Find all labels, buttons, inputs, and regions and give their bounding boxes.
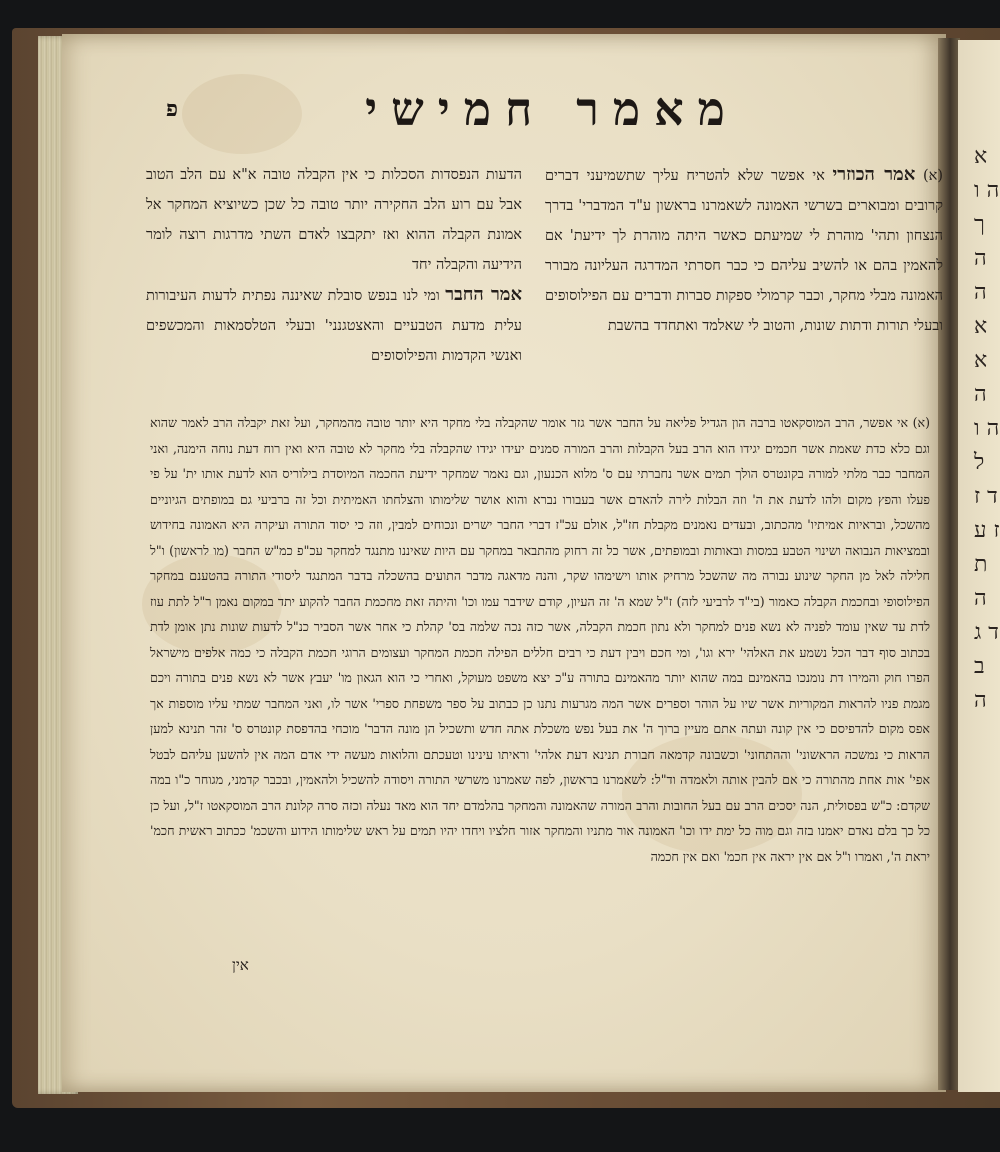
speaker-label: אמר החבר (445, 284, 523, 305)
speaker-label: אמר הכוזרי (832, 164, 916, 185)
page-number: פ (166, 96, 178, 122)
main-text-right-column (545, 160, 943, 341)
main-text-paragraph: אי אפשר שלא להטריח עליך שתשמיעני דברים קרובים ומבוארים בשרשי האמונה לשאמרנו בראשון ע"ד המדברי' בדרך הנצחון ותהי' מוהרת לי שמיעתם כאשר היתה מוהרת לך ידיעת' אם להאמין בהם או להשיב עליהם כי כבר חסרתי המדרגה העליונה מבורר האמונה מבלי מחקר, וכבר קרמולי ספקות סברות ודברים עם הפילוסופים ובעלי תורות ודתות שונות, והטוב לי שאלמד ואתחדד בהשבת (544, 168, 943, 334)
commentary-marker: (א) (912, 415, 930, 430)
catchword: אין (232, 956, 249, 974)
main-text-paragraph: הדעות הנפסדות הסכלות כי אין הקבלה טובה א"א עם הלב הטוב אבל עם רוע הלב החקירה יותר טובה כל שכן כשיוציא המחקר אל אמונת הקבלה ההוא ואז יתקבצו לאדם השתי מדרגות רוצה לומר הידיעה והקבלה יחד (146, 167, 522, 273)
commentary-paragraph: אי אפשר, הרב המוסקאטו ברבה הון הגדיל פליאה על החבר אשר גזר אומר שהקבלה בלי מחקר היא יותר טובה מהמחקר, ועל זאת יקבלה הרב לאמר שהוא וגם כלא כדת שאמת אשר חכמים יגידו הוא הרב בעל הקבלות והרב המורה סמנים יעידו יגידו שהקבלה בלי מחקר לא טובה היא ואין רוח דעת נוחה הימנה, ואני המחבר כבר מלתי למורה בקונטרס הולך תמים אשר נחברתי עם ס' מלוא הכנעון, וגם נאמר שמחקר ידיעת החכמה המיוסדת בילוריס הוא לדעת אותו ית' על פי פעלו והפץ מקום ולהו לדעת את ה' וזה הבלות לירה להאדם אשר בעבורו נברא והוא אושר שלימותו והצלחתו האמיתית וכל זה ברביעי גם במופתים הגיוניים מהשכל, ובראיות אמיתיו' מהכתוב, ובעדים נאמנים מקבלת חז"ל, אולם עכ"ז דברי החבר ישרים ונכוחים למבין, וזה כי יסוד התורה ועיקרה היא האמונה בחידוש ובמציאות הנבואה ושינוי הטבע במסות ובאותות ובמופתים, אשר כל זה רחוק מהתבאר במחקר עם היות שאיננו מתנגד למחקר עכ"פ כמ"ש החבר (מו לראשון) ו"ל חלילה לאל מן החקר שינוע נבורה מה שהשכל מרחיק אותו וישימהו שקר, והנה מדאגה מדבר התועים בהשכלה בדבר המתנגד ליסודי התורה בהטענם במחקר הפילוסופי ובחכמת הקבלה כאמור (בי"ד לרביעי לזה) ז"ל שמא ה' זה העיון, קודם שידבר עמו וכו' והיתה זאת מחכמת החבר להקוע יתד במקום נאמן ר"ל לתת עוז לדת עד שאין עומד לפניה לא נשא פנים למחקר ולא נתון חכמת הקבלה, אשר כזה נכה שלמה בס' קהלת כי אחר אשר הסביר כנ"ל לדעות שונות נתן אומן לדת בכתוב סוף דבר הכל נשמע את האלהי' ירא וגו', ומי חכם ויבין דעת כי רבים חללים הפילה חכמת המחקר ועצומים הרוגי חכמת הקבלה כי כמה אלפים מישראל הפרו חוק והמירו דת נומנכו בהאמינם במה שהוא יותר מהאמינם בתורה ע"כ יצא משפט מעוקל, ואחרי כי הוא הגאון מו' יעבץ אשר לא נשא פנים בתורה ויכם מגמת פניו להראות המקוריות אשר שיו על הוהר וספרים אשר המה מגרעות נתנו כן כבתוב על ספר משפחת ספרי' אשר לו, ואני המחבר שמתי עליו מוספות אך אפס מקום להדפיסם כי אין קונה ועתה אתם מעיין ברוך ה' את בעל נפש משכלת אתה חדש ותשכיל הן מונה הדבר' מוכחי בהדפסת קונטרס ס' זהר תנינא למען הראות כי נמשכה הראשוני' וההתחוני' וכשבונה קדמאה חבורת תנינא דעת אלהי' וראיתו עינינו וטעכתם והלואות מעשה ידי אדם המה אין להשען עליהם לבטל אפי' אות אחת מהתורה כי אם להבין אותה ולאמדה וד"ל: לשאמרנו בראשון, לפה שאמרנו משרשי התורה ויסודה להשכיל ולהאמין, ובכבר קדמני, מגוחר כ"ו במה שקדם: כ"ש בפסולית, הנה יסכים הרב עם בעל החובות והרב המורה שהאמונה והמחקר בהלמדם יחד הוא מאד נעלה וכזה סרה קלונת הרב המוסקאטו ז"ל, ועל כן כל כך בלם נאדם יאמנו בזה וגם מוה כל ימת ידו וכו' האמונה אור מתניו והמחקר אזור חלציו ויחדו יהיו תמים על ראש שלימותו הידוע והשכמ' ככתוב ראשית חכמ' יראת ה', ואמרו ו"ל אם אין יראה אין חכמ' ואם אין חכמה (150, 415, 930, 864)
main-text-left-column (146, 160, 522, 371)
running-head: מאמר חמישי (365, 82, 739, 136)
paragraph-marker: (א) (923, 168, 944, 184)
commentary-block (150, 410, 930, 869)
facing-page-letters: א ה ו ך ה ה א א ה ה ו ל ד ז ז ע ת ה ד ג ב ה (974, 144, 1000, 713)
facing-page-edge (958, 40, 1000, 1092)
main-text-paragraph: ומי לנו בנפש סובלת שאיננה נפתית לדעות העיבורות עלית מדעת הטבעיים והאצטגנני' ובעלי הטלסמאות והמכשפים ואנשי הקדמות והפילוסופים (146, 288, 522, 364)
paper-stain (182, 74, 302, 154)
